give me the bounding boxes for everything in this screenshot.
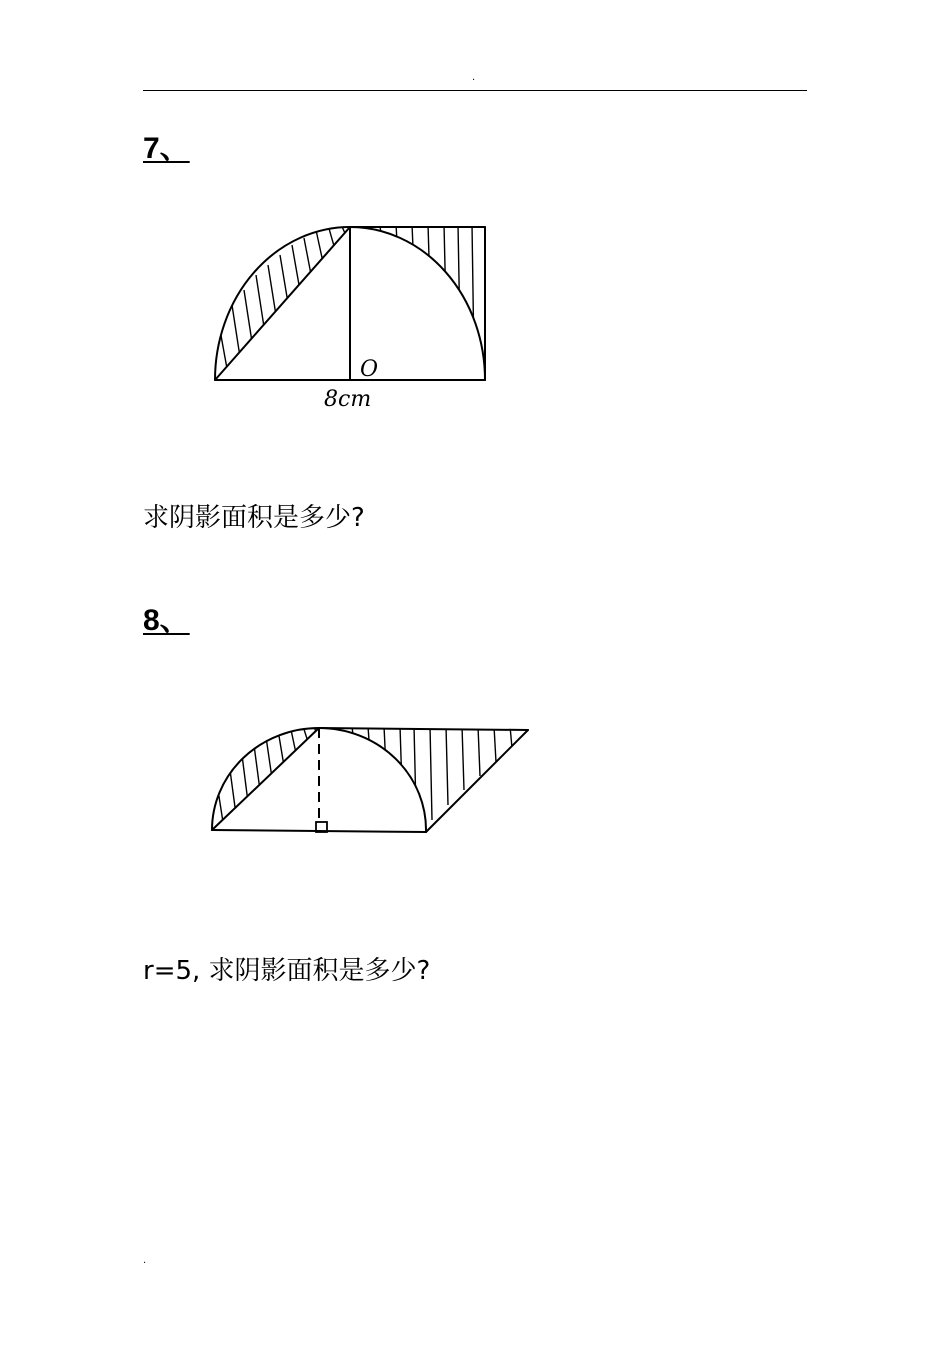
question-7-prompt: 求阴影面积是多少? xyxy=(143,503,365,533)
question-7-number: 7、 xyxy=(143,132,190,165)
header-mark: . xyxy=(472,72,476,83)
footer-mark: . xyxy=(143,1255,147,1266)
question-7-figure xyxy=(200,210,500,420)
question-8-outline xyxy=(212,728,528,832)
header-rule xyxy=(143,90,807,91)
question-7-length-label: 8cm xyxy=(324,387,372,412)
question-8-left-shading xyxy=(218,722,317,835)
question-8-number: 8、 xyxy=(143,604,190,637)
question-8-right-shading xyxy=(352,726,512,820)
question-7-center-label: O xyxy=(360,357,379,382)
question-8-figure xyxy=(200,710,540,850)
question-8-prompt: r=5, 求阴影面积是多少? xyxy=(143,956,431,986)
